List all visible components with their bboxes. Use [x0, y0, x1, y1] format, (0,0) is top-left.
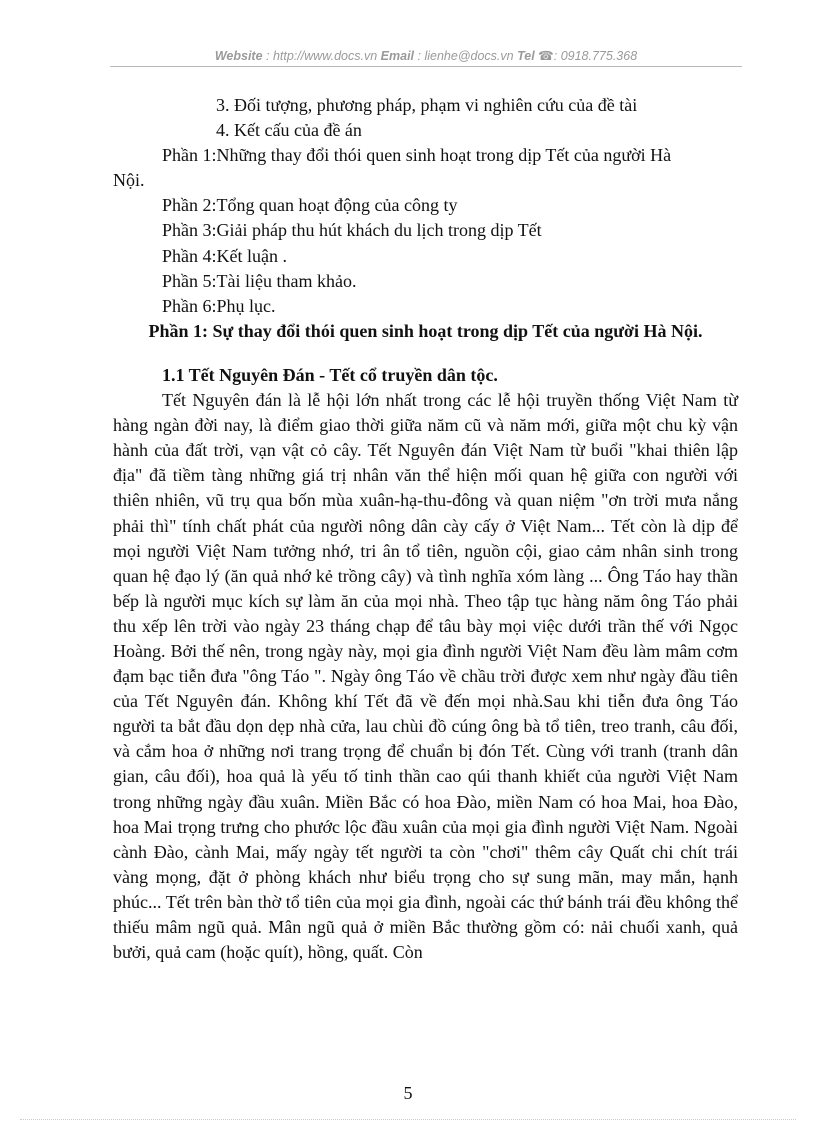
document-body: [113, 93, 738, 965]
subsection-title: 1.1 Tết Nguyên Đán - Tết cổ truyền dân tộc.: [162, 364, 498, 385]
page-number: 5: [403, 1083, 413, 1103]
website-label: Website: [214, 49, 263, 63]
toc-item: 4. Kết cấu của đề án: [216, 120, 362, 141]
toc-part-1: Phần 1:Những thay đổi thói quen sinh hoạt trong dịp Tết của người Hà: [162, 145, 672, 166]
footer-divider: [20, 1119, 796, 1120]
email-value: : lienhe@docs.vn: [417, 49, 514, 63]
toc-part-3: Phần 3:Giải pháp thu hút khách du lịch trong dịp Tết: [162, 220, 542, 241]
email-label: Email: [380, 49, 415, 63]
toc-part-6: Phần 6:Phụ lục.: [162, 295, 276, 316]
header-divider: [110, 66, 742, 67]
page-header: [110, 48, 742, 63]
toc-part-1-continued: Nội.: [113, 170, 145, 191]
tel-label: Tel: [517, 49, 535, 63]
toc-part-2: Phần 2:Tổng quan hoạt động của công ty: [162, 195, 458, 216]
body-paragraph: Tết Nguyên đán là lễ hội lớn nhất trong các lễ hội truyền thống Việt Nam từ hàng ngàn đời nay, là điểm giao thời giữa năm cũ và năm mới, giữa một chu kỳ vận hành của đất trời, vạn vật cỏ cây. Tết Nguyên đán Việt Nam từ buổi "khai thiên lập địa" đã tiềm tàng những giá trị nhân văn thể hiện mối quan hệ giữa con người với thiên nhiên, vũ trụ qua bốn mùa xuân-hạ-thu-đông và quan niệm "ơn trời mưa nắng phải thì" tính chất phát của người nông dân cày cấy ở Việt Nam... Tết còn là dịp để mọi người Việt Nam tưởng nhớ, tri ân tổ tiên, nguồn cội, giao cảm nhân sinh trong quan hệ đạo lý (ăn quả nhớ kẻ trồng cây) và tình nghĩa xóm làng ... Ông Táo hay thần bếp là người mục kích sự làm ăn của mọi nhà. Theo tập tục hàng năm ông Táo phải thu xếp lên trời vào ngày 23 tháng chạp để tâu bày mọi việc dưới trần thế với Ngọc Hoàng. Bởi thế nên, trong ngày này, mọi gia đình người Việt Nam đều làm mâm cơm đạm bạc tiễn đưa "ông Táo ". Ngày ông Táo về chầu trời được xem như ngày đầu tiên của Tết Nguyên đán. Không khí Tết đã về đến mọi nhà.Sau khi tiễn đưa ông Táo người ta bắt đầu dọn dẹp nhà cửa, lau chùi đồ cúng ông bà tổ tiên, treo tranh, câu đối, và cắm hoa ở những nơi trang trọng để chuẩn bị đón Tết. Cùng với tranh (tranh dân gian, câu đối), hoa quả là yếu tố tinh thần cao qúi thanh khiết của người Việt Nam trong những ngày đầu xuân. Miền Bắc có hoa Đào, miền Nam có hoa Mai, hoa Đào, hoa Mai trọng trưng cho phước lộc đầu xuân của mọi gia đình người Việt Nam. Ngoài cành Đào, cành Mai, mấy ngày tết người ta còn "chơi" thêm cây Quất chi chít trái vàng mọng, đặt ở phòng khách như biểu trọng cho sự sung mãn, may mắn, hạnh phúc... Tết trên bàn thờ tổ tiên của mọi gia đình, ngoài các thứ bánh trái đều không thể thiếu mâm ngũ quả. Mân ngũ quả ở miền Bắc thường gồm có: nải chuối xanh, quả bưởi, quả cam (hoặc quít), hồng, quất. Còn: [113, 390, 738, 963]
phone-icon: ☎: [538, 49, 554, 63]
toc-item: 3. Đối tượng, phương pháp, phạm vi nghiên cứu của đề tài: [216, 95, 638, 115]
toc-part-4: Phần 4:Kết luận .: [162, 245, 287, 266]
toc-part-5: Phần 5:Tài liệu tham khảo.: [162, 270, 357, 291]
website-value: : http://www.docs.vn: [266, 49, 378, 63]
tel-value: : 0918.775.368: [553, 49, 638, 63]
section-title: Phần 1: Sự thay đổi thói quen sinh hoạt trong dịp Tết của người Hà Nội.: [148, 320, 703, 341]
